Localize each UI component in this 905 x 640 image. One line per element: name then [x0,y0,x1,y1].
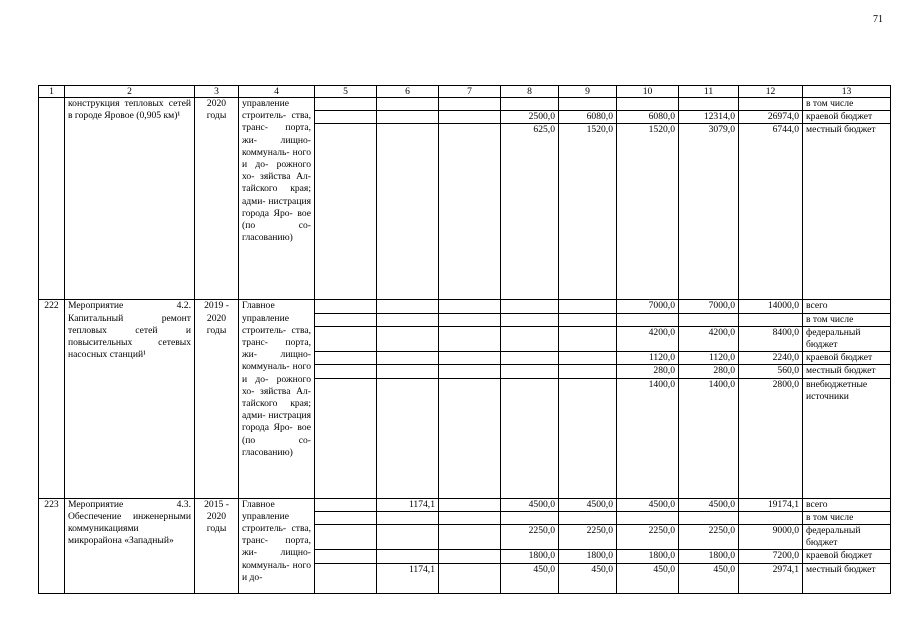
amount-cell [315,352,377,365]
amount-cell: 1120,0 [617,352,679,365]
amount-cell [559,313,617,326]
amount-cell [377,378,439,498]
amount-cell [439,525,501,550]
amount-cell [377,525,439,550]
amount-cell: 1800,0 [501,550,559,563]
funding-source-cell: краевой бюджет [803,111,891,124]
budget-table [38,85,891,594]
amount-cell: 26974,0 [739,111,803,124]
measure-name-cell: Мероприятие 4.2. Капитальный ремонт тепловых сетей и повысительных сетевых насосных станций¹ [65,300,195,498]
amount-cell [315,511,377,524]
amount-cell [439,550,501,563]
amount-cell: 2250,0 [501,525,559,550]
amount-cell [439,124,501,300]
amount-cell [377,313,439,326]
funding-source-cell: внебюджетные источники [803,378,891,498]
amount-cell: 8400,0 [739,326,803,351]
header-cell: 3 [195,86,239,98]
amount-cell [559,98,617,111]
amount-cell: 560,0 [739,365,803,378]
header-cell: 2 [65,86,195,98]
amount-cell [439,111,501,124]
amount-cell: 450,0 [617,563,679,593]
amount-cell: 6080,0 [617,111,679,124]
funding-source-cell: всего [803,300,891,313]
amount-cell: 2250,0 [679,525,739,550]
amount-cell [377,300,439,313]
amount-cell [377,326,439,351]
amount-cell [559,365,617,378]
amount-cell [501,300,559,313]
funding-source-cell: федеральный бюджет [803,525,891,550]
amount-cell: 4200,0 [617,326,679,351]
amount-cell [377,365,439,378]
funding-source-cell: местный бюджет [803,124,891,300]
amount-cell [501,511,559,524]
amount-cell [739,313,803,326]
amount-cell: 1174,1 [377,563,439,593]
amount-cell [377,550,439,563]
amount-cell: 12314,0 [679,111,739,124]
header-cell: 9 [559,86,617,98]
amount-cell [739,511,803,524]
amount-cell [439,326,501,351]
table-row [39,498,891,511]
amount-cell [501,326,559,351]
amount-cell [315,124,377,300]
amount-cell: 625,0 [501,124,559,300]
amount-cell: 4200,0 [679,326,739,351]
amount-cell [501,378,559,498]
funding-source-cell: в том числе [803,511,891,524]
amount-cell: 450,0 [501,563,559,593]
amount-cell: 1520,0 [559,124,617,300]
funding-source-cell: федеральный бюджет [803,326,891,351]
years-cell: 2015 - 2020 годы [195,498,239,593]
executor-cell: Главное управление строитель- ства, транс- порта, жи- лищно- коммуналь- ного и до- рожного хо- зяйства Ал- тайского края; адми- нистрация города Яро- вое (по со- гласованию) [239,300,315,498]
amount-cell: 9000,0 [739,525,803,550]
funding-source-cell: местный бюджет [803,563,891,593]
amount-cell: 2500,0 [501,111,559,124]
funding-source-cell: всего [803,498,891,511]
amount-cell [439,313,501,326]
amount-cell [315,378,377,498]
amount-cell [315,313,377,326]
amount-cell [315,326,377,351]
amount-cell: 1800,0 [679,550,739,563]
amount-cell [559,326,617,351]
header-cell: 6 [377,86,439,98]
amount-cell: 450,0 [679,563,739,593]
amount-cell: 280,0 [679,365,739,378]
amount-cell: 1800,0 [559,550,617,563]
amount-cell [501,352,559,365]
amount-cell [559,352,617,365]
header-cell: 7 [439,86,501,98]
amount-cell: 2250,0 [617,525,679,550]
header-cell: 10 [617,86,679,98]
measure-name-cell: Мероприятие 4.3. Обеспечение инженерными коммуникациями микрорайона «Западный» [65,498,195,593]
amount-cell: 280,0 [617,365,679,378]
amount-cell: 6744,0 [739,124,803,300]
amount-cell [377,511,439,524]
amount-cell: 1520,0 [617,124,679,300]
amount-cell [439,352,501,365]
years-cell: 2020 годы [195,98,239,300]
amount-cell [617,313,679,326]
amount-cell [315,498,377,511]
funding-source-cell: в том числе [803,313,891,326]
header-cell: 11 [679,86,739,98]
amount-cell [501,313,559,326]
amount-cell: 4500,0 [679,498,739,511]
amount-cell [501,98,559,111]
amount-cell: 2974,1 [739,563,803,593]
header-row [39,86,891,98]
amount-cell: 7000,0 [617,300,679,313]
amount-cell [377,98,439,111]
funding-source-cell: местный бюджет [803,365,891,378]
amount-cell: 1174,1 [377,498,439,511]
amount-cell: 1120,0 [679,352,739,365]
amount-cell [377,124,439,300]
page-number: 71 [873,14,883,25]
amount-cell [501,365,559,378]
amount-cell [439,563,501,593]
years-cell: 2019 - 2020 годы [195,300,239,498]
amount-cell: 3079,0 [679,124,739,300]
funding-source-cell: краевой бюджет [803,550,891,563]
amount-cell [377,352,439,365]
measure-name-cell: конструкция тепловых сетей в городе Яровое (0,905 км)¹ [65,98,195,300]
header-cell: 13 [803,86,891,98]
amount-cell: 1800,0 [617,550,679,563]
amount-cell: 2240,0 [739,352,803,365]
amount-cell [315,563,377,593]
amount-cell: 4500,0 [617,498,679,511]
table-row [39,98,891,111]
table-row [39,300,891,313]
amount-cell [617,98,679,111]
amount-cell [315,550,377,563]
funding-source-cell: в том числе [803,98,891,111]
amount-cell: 1400,0 [679,378,739,498]
amount-cell [315,98,377,111]
executor-cell: управление строитель- ства, транс- порта, жи- лищно- коммуналь- ного и до- рожного хо- зяйства Ал- тайского края; адми- нистрация города Яро- вое (по со- гласованию) [239,98,315,300]
funding-source-cell: краевой бюджет [803,352,891,365]
amount-cell [559,300,617,313]
header-cell: 12 [739,86,803,98]
amount-cell [617,511,679,524]
amount-cell [439,511,501,524]
amount-cell [439,378,501,498]
amount-cell [439,300,501,313]
amount-cell [559,378,617,498]
header-cell: 1 [39,86,65,98]
amount-cell [315,525,377,550]
amount-cell: 14000,0 [739,300,803,313]
amount-cell [679,313,739,326]
amount-cell: 450,0 [559,563,617,593]
amount-cell: 7000,0 [679,300,739,313]
amount-cell [679,98,739,111]
executor-cell: Главное управление строитель- ства, транс- порта, жи- лищно- коммуналь- ного и до- [239,498,315,593]
amount-cell: 1400,0 [617,378,679,498]
amount-cell [439,498,501,511]
amount-cell [439,98,501,111]
row-number-cell: 223 [39,498,65,593]
amount-cell: 2800,0 [739,378,803,498]
amount-cell: 19174,1 [739,498,803,511]
amount-cell [559,511,617,524]
amount-cell [315,365,377,378]
header-cell: 4 [239,86,315,98]
amount-cell: 2250,0 [559,525,617,550]
amount-cell: 4500,0 [559,498,617,511]
header-cell: 8 [501,86,559,98]
amount-cell [315,111,377,124]
amount-cell [739,98,803,111]
amount-cell [679,511,739,524]
amount-cell: 4500,0 [501,498,559,511]
row-number-cell [39,98,65,300]
amount-cell: 7200,0 [739,550,803,563]
amount-cell [377,111,439,124]
amount-cell: 6080,0 [559,111,617,124]
row-number-cell: 222 [39,300,65,498]
header-cell: 5 [315,86,377,98]
amount-cell [315,300,377,313]
amount-cell [439,365,501,378]
